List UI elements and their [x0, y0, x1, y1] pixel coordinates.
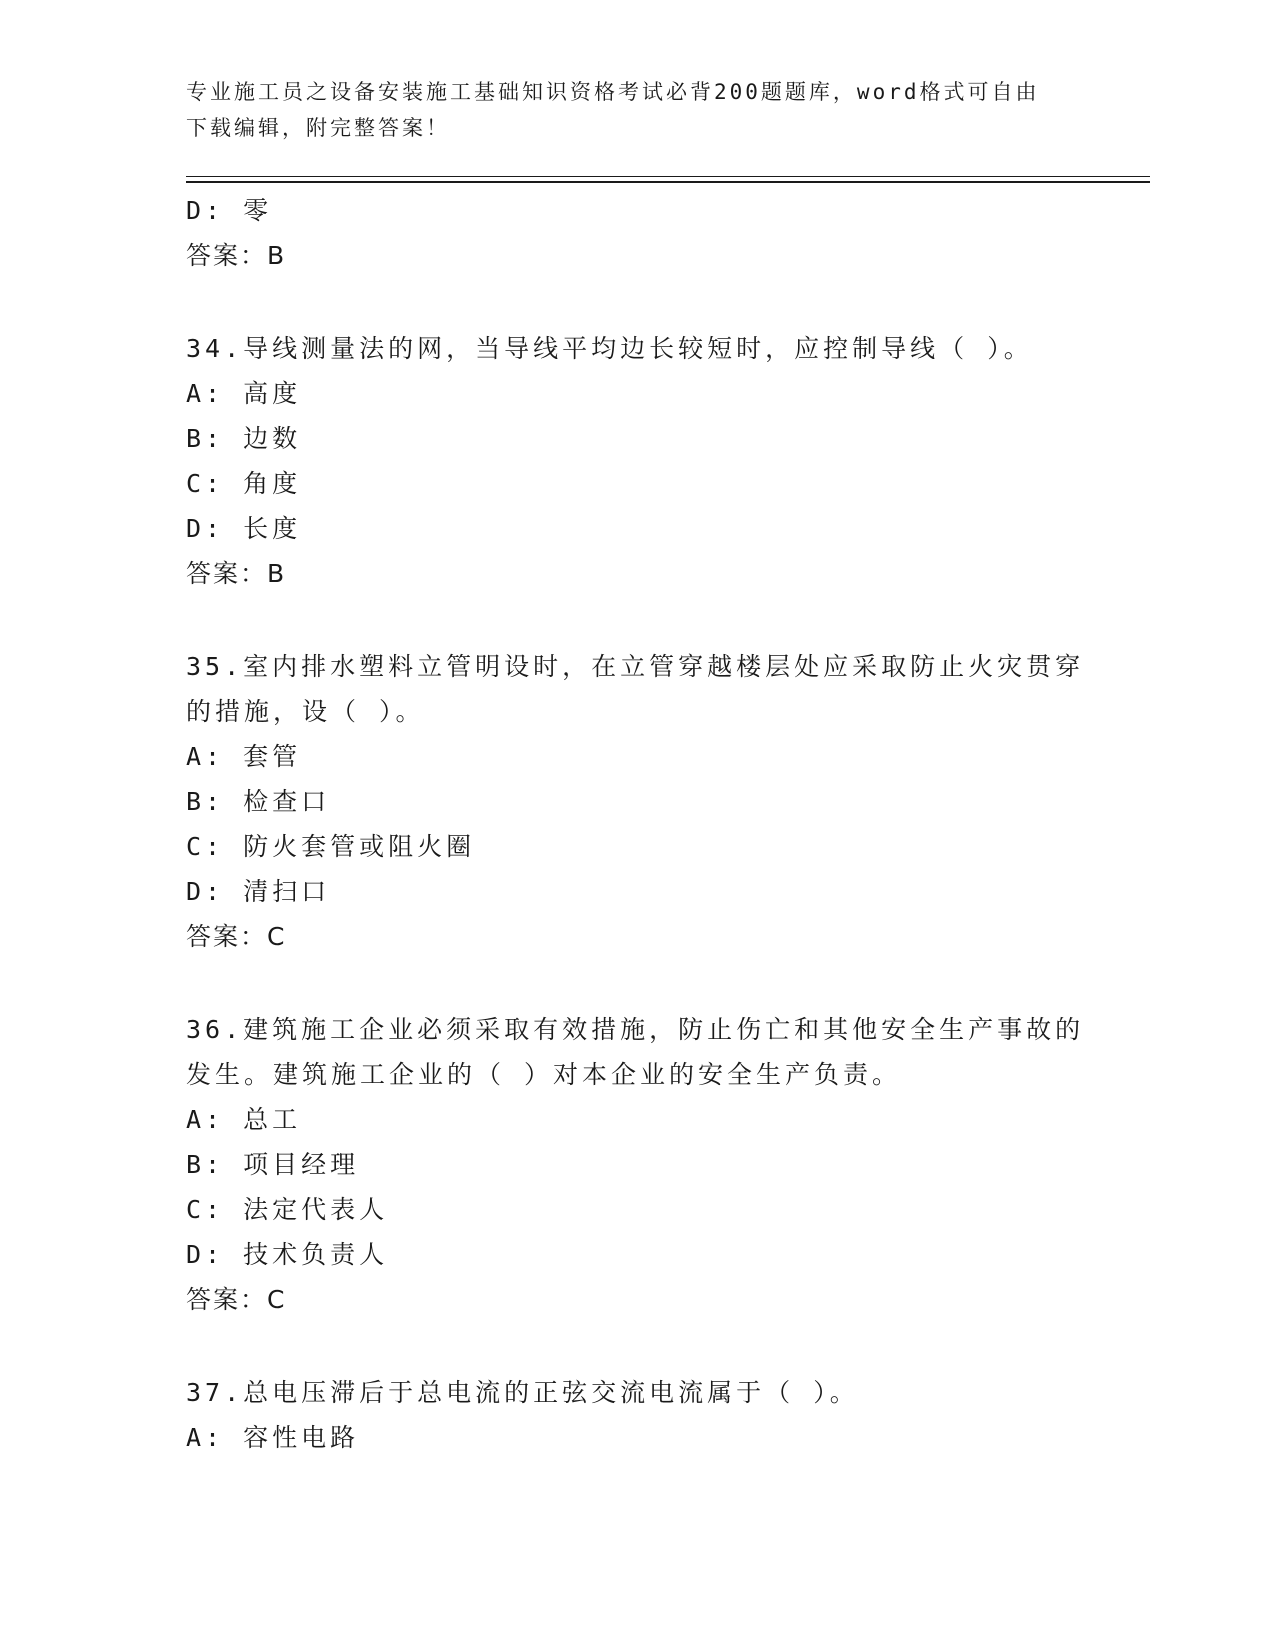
header-divider-thick: [186, 181, 1150, 183]
answer: 答案：C: [186, 922, 287, 951]
spacer: [186, 1322, 1086, 1370]
header-line-2: 下载编辑，附完整答案！: [186, 116, 450, 140]
question-stem: 35.室内排水塑料立管明设时，在立管穿越楼层处应采取防止火灾贯穿: [186, 652, 1085, 681]
spacer: [186, 596, 1086, 644]
option-c: C: 防火套管或阻火圈: [186, 832, 476, 861]
question-stem-continued: 的措施，设（ ）。: [186, 697, 425, 726]
spacer: [186, 959, 1086, 1007]
option-c: C: 法定代表人: [186, 1195, 389, 1224]
answer: 答案：B: [186, 241, 287, 270]
question-stem: 37.总电压滞后于总电流的正弦交流电流属于（ ）。: [186, 1378, 859, 1407]
header-line-1: 专业施工员之设备安装施工基础知识资格考试必背200题题库，word格式可自由: [186, 80, 1040, 104]
question-34: [186, 326, 1086, 596]
option-b: B: 项目经理: [186, 1150, 360, 1179]
option-d: D: 长度: [186, 514, 302, 543]
question-list: [186, 188, 1086, 1460]
question-36: [186, 1007, 1086, 1322]
answer: 答案：C: [186, 1285, 287, 1314]
option-a: A: 套管: [186, 742, 302, 771]
header-divider-thin: [186, 176, 1150, 177]
option-a: A: 高度: [186, 379, 302, 408]
spacer: [186, 278, 1086, 326]
option-c: C: 角度: [186, 469, 302, 498]
document-header: [186, 74, 1066, 146]
option-b: B: 检查口: [186, 787, 331, 816]
option-d: D: 技术负责人: [186, 1240, 389, 1269]
question-stem: 34.导线测量法的网，当导线平均边长较短时，应控制导线（ ）。: [186, 334, 1033, 363]
question-35: [186, 644, 1086, 959]
option-a: A: 总工: [186, 1105, 302, 1134]
option-d: D: 清扫口: [186, 877, 331, 906]
option-d: D: 零: [186, 196, 273, 225]
question-stem: 36.建筑施工企业必须采取有效措施，防止伤亡和其他安全生产事故的: [186, 1015, 1085, 1044]
question-37: [186, 1370, 1086, 1460]
option-a: A: 容性电路: [186, 1423, 360, 1452]
option-b: B: 边数: [186, 424, 302, 453]
question-stem-continued: 发生。建筑施工企业的（ ）对本企业的安全生产负责。: [186, 1060, 902, 1089]
answer: 答案：B: [186, 559, 287, 588]
